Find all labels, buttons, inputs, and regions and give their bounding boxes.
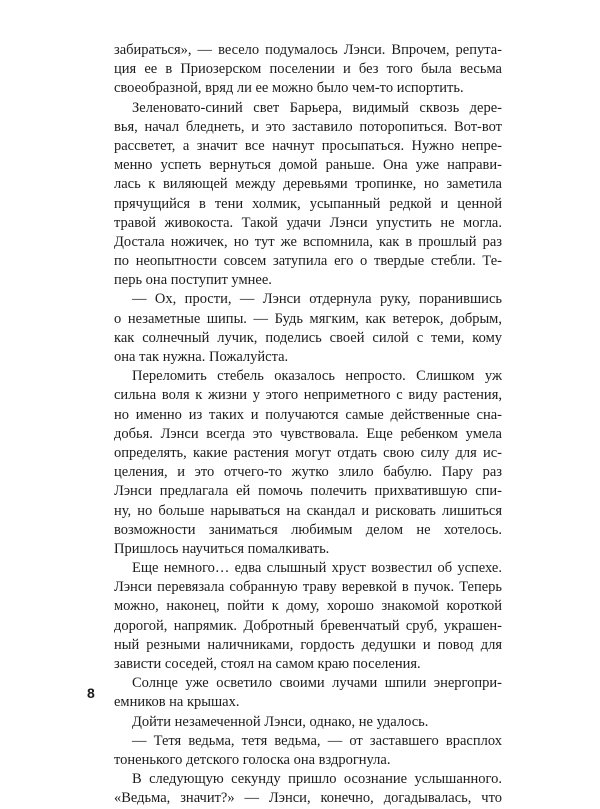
text-line: но именно из таких и получаются самые действенные сна- [114,406,502,423]
text-line: Еще немного… едва слышный хруст возвестил об успехе. [132,560,502,577]
text-line: дорогой, напрямик. Добротный бревенчатый сруб, украшен- [114,617,502,634]
text-line: вья, начал бледнеть, и это заставило поторопиться. Вот-вот [114,118,502,135]
paragraph [114,559,502,674]
text-line: перь она поступит умнее. [114,272,272,289]
paragraph [114,290,502,367]
text-line: ция ее в Приозерском поселении и без того была весьма [114,61,502,78]
text-line: Лэнси предлагала ей помочь полечить прихватившую спи- [114,483,502,500]
text-line: Солнце уже осветило своими лучами шпили энергопри- [132,675,502,692]
paragraph [114,770,502,808]
text-line: возможности заниматься любимым делом не хотелось. [114,521,502,538]
text-line: сильна воля к жизни у этого неприметного с виду растения, [114,387,502,404]
text-line: как солнечный лучик, поделись своей силой с теми, кому [114,329,502,346]
text-line: ну, но больше нарываться на скандал и рисковать лишиться [114,502,502,519]
text-line: целения, и это отчего-то жутко злило бабулю. Пару раз [114,464,502,481]
text-line: — Тетя ведьма, тетя ведьма, — от заставшего врасплох [132,732,502,749]
text-line: — Ох, прости, — Лэнси отдернула руку, поранившись [132,291,502,308]
text-line: лась к виляющей между деревьями тропинке, но заметила [114,176,502,193]
paragraph [114,367,502,559]
text-line: добья. Лэнси всегда это чувствовала. Еще ребенком умела [114,425,502,442]
text-line: прячущийся в тени холмик, усыпанный редкой и ценной [114,195,502,212]
text-line: Переломить стебель оказалось непросто. Слишком уж [132,368,502,385]
text-line: «Ведьма, значит?» — Лэнси, конечно, догадывалась, что [114,790,502,807]
text-line: травой живокоста. Такой удачи Лэнси упустить не могла. [114,214,502,231]
text-line: своеобразной, вряд ли ее можно было чем-то испортить. [114,80,464,97]
paragraph [114,713,502,732]
paragraph [114,674,502,712]
paragraph [114,732,502,770]
text-line: она так нужна. Пожалуйста. [114,349,289,365]
page-number: 8 [87,685,95,701]
text-line: Лэнси перевязала собранную траву веревкой в пучок. Теперь [114,579,502,596]
text-line: ный резными наличниками, гордость дедушки и повод для [114,636,502,653]
text-line: Зеленовато-синий свет Барьера, видимый сквозь дере- [132,99,502,116]
text-line: зависти соседей, стоял на самом краю поселения. [114,656,421,672]
text-line: Пришлось научиться помалкивать. [114,540,330,557]
text-line: по неопытности совсем затупила его о твердые стебли. Те- [114,253,502,270]
text-line: о незаметные шипы. — Будь мягким, как ветерок, добрым, [114,310,502,327]
text-line: забираться», — весело подумалось Лэнси. Впрочем, репута- [114,42,502,58]
text-line: можно, наконец, пойти к дому, хорошо знакомой короткой [114,598,502,615]
text-line: емников на крышах. [114,694,240,711]
text-line: Достала ножичек, но тут же вспомнила, как в прошлый раз [114,233,502,250]
body-text [114,41,502,809]
paragraph [114,99,502,291]
text-line: менно успеть вернуться домой раньше. Она уже направи- [114,157,502,174]
text-line: определять, какие растения могут отдать свою силу для ис- [114,444,502,461]
paragraph [114,41,502,99]
text-line: рассветет, а значит все начнут просыпаться. Нужно непре- [114,137,502,154]
text-line: Дойти незамеченной Лэнси, однако, не удалось. [132,713,429,730]
text-line: В следующую секунду пришло осознание услышанного. [132,771,502,788]
text-line: тоненького детского голоска она вздрогнула. [114,751,391,768]
